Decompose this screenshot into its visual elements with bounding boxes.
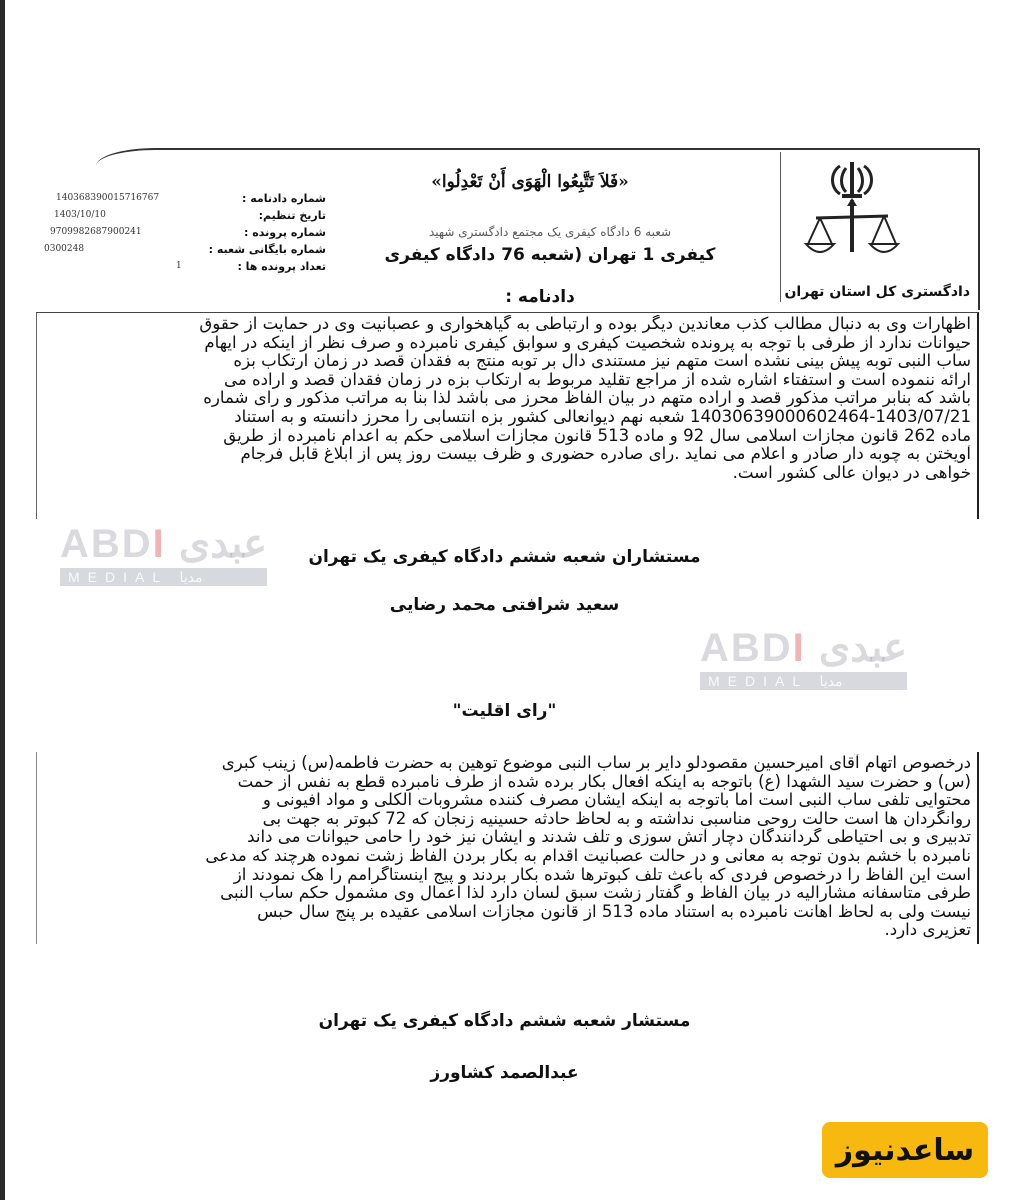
text-line: ماده 262 قانون مجازات اسلامی سال 92 و ماده 513 قانون مجازات اسلامی حکم به اعدام نامبرده از طریق (223, 426, 971, 445)
watermark-sub-ar: مدیا (179, 569, 203, 585)
watermark-sub: MEDIAL (68, 569, 168, 585)
text-line: آویختن به چوبه دار صادر و اعلام می نماید .رای صادره حضوری و ظرف بیست روز پس از ابلاغ قابل فرجام (240, 445, 971, 464)
meta-label: شماره پرونده : (244, 226, 326, 239)
text-line: ساب النبی توبه پیش بینی نشده است متهم نیز مستندی دال بر توبه منتج به فقدان قصد در زمان ارتکاب بزه (233, 352, 971, 371)
watermark-latin: ABD (60, 522, 153, 566)
meta-label: شماره بایگانی شعبه : (208, 243, 326, 256)
majority-signers-title: مستشاران شعبه ششم دادگاه کیفری یک تهران (308, 547, 701, 567)
watermark-sub: MEDIAL (708, 673, 808, 689)
watermark (700, 626, 907, 690)
meta-value-verdict-number: 140368390015716767 (56, 193, 160, 203)
text-line: (س) و حضرت سید الشهدا (ع) باتوجه به اینکه افعال بکار برده شده از طرف نامبرده قطع به نفس از حمت (237, 772, 971, 791)
text-line: تدبیری و بی احتیاطی گردانندگان دچار آتش سوزی و تلف شدند و ایشان نیز خود را حامی حیوانات می داند (247, 828, 971, 847)
minority-signer-title: مستشار شعبه ششم دادگاه کیفری یک تهران (318, 1011, 691, 1031)
majority-verdict-box (36, 312, 979, 519)
meta-labels (196, 190, 326, 275)
watermark-arabic: عبدی (818, 626, 908, 670)
branch-line-faint: شعبه 6 دادگاه کیفری یک مجتمع دادگستری شهید (428, 225, 672, 239)
watermark-arabic: عبدی (178, 522, 268, 566)
minority-opinion-title: "رای اقلیت" (452, 701, 557, 721)
saednews-logo-badge (822, 1122, 988, 1178)
minority-opinion-box (36, 752, 979, 944)
text-line: باشد که بنابر مراتب مذکور قصد و اراده متهم در بیان الفاظ محرز می باشد لذا بنا به مراتب مذکور و رای شماره (203, 389, 971, 408)
text-line: خواهی در دیوان عالی کشور است. (732, 463, 971, 482)
document-title: دادنامه : (505, 287, 575, 307)
judiciary-scales-emblem-icon (802, 158, 902, 268)
meta-label: تاریخ تنظیم: (258, 209, 326, 222)
minority-signer-name: عبدالصمد کشاورز (430, 1063, 579, 1083)
meta-label: تعداد پرونده ها : (237, 260, 326, 273)
majority-signers-names: سعید شرافتی محمد رضایی (389, 595, 620, 615)
court-name: دادگستری کل استان تهران (784, 284, 970, 300)
watermark-latin-i: I (152, 522, 166, 566)
meta-value-date: 1403/10/10 (54, 210, 106, 220)
meta-label: شماره دادنامه : (241, 192, 326, 205)
text-line: نامبرده با خشم بدون توجه به معانی و در حالت عصبانیت اقدام به بکار بردن الفاظ زشت نموده هرچند که مدعی (205, 846, 971, 865)
text-line: 14030639000602464-1403/07/21 شعبه نهم دیوانعالی کشور بزه انتسابی را محرز دانسته و به استناد (234, 407, 971, 426)
text-line: اظهارات وی به دنبال مطالب کذب معاندین دیگر بوده و ارتباطی به گیاهخواری و عصبانیت وی در حمایت از حقوق (199, 315, 971, 333)
text-line: نیست ولی به لحاظ اهانت نامبرده به استناد ماده 513 از قانون مجازات اسلامی عقیده بر پنج سال حبس (257, 902, 971, 921)
text-line: محتوایی تلفی ساب النبی است اما باتوجه به اینکه ایشان مصرف کننده مشروبات الکلی و مواد افیونی و (262, 791, 971, 810)
text-line: است این الفاظ را درخصوص فردی که باعث تلف کبوترها شده بکار بردند و پیج اینستاگرامم را هک نمودند از (233, 865, 971, 884)
quran-verse: «فَلاَ تَتَّبِعُوا الْهَوَى أَنْ تَعْدِلُوا» (431, 172, 629, 192)
meta-value-case-count: 1 (176, 261, 182, 271)
watermark-latin: ABD (700, 626, 793, 670)
meta-values (44, 190, 194, 275)
text-line: تعزیری دارد. (884, 921, 971, 940)
text-line: طرفی متاسفانه مشارالیه در بیان الفاظ و گفتار زشت سبق لسان دارد لذا اعمال وی مشمول حکم ساب النبی (220, 884, 971, 903)
meta-value-archive-number: 0300248 (44, 244, 85, 254)
watermark-sub-ar: مدیا (819, 673, 843, 689)
text-line: درخصوص اتهام آقای امیرحسین مقصودلو دایر بر ساب النبی موضوع توهین به حضرت فاطمه(س) زینب کبری (221, 754, 971, 772)
text-line: روانگردان ها است حالت روحی مناسبی نداشته و به لحاظ حادثه حسینیه زنجان که 72 کبوتر به جهت بی (262, 809, 971, 828)
meta-value-case-number: 9709982687900241 (50, 227, 142, 237)
court-branch: کیفری 1 تهران (شعبه 76 دادگاه کیفری (384, 245, 716, 265)
text-line: ارائه ننموده است و استفتاء اشاره شده از مراجع تقلید مربوط به ارتکاب بزه در زمان فقدان قصد و اراده می (223, 370, 971, 389)
majority-verdict-text (37, 313, 977, 486)
saednews-logo-text: ساعدنیوز (835, 1132, 975, 1168)
text-line: حیوانات ندارد از طرفی با توجه به پرونده شخصیت کیفری و سوابق کیفری نامبرده و صرف نظر از اینکه در ایهام (204, 333, 971, 352)
watermark-latin-i: I (792, 626, 806, 670)
minority-opinion-text (37, 752, 977, 944)
